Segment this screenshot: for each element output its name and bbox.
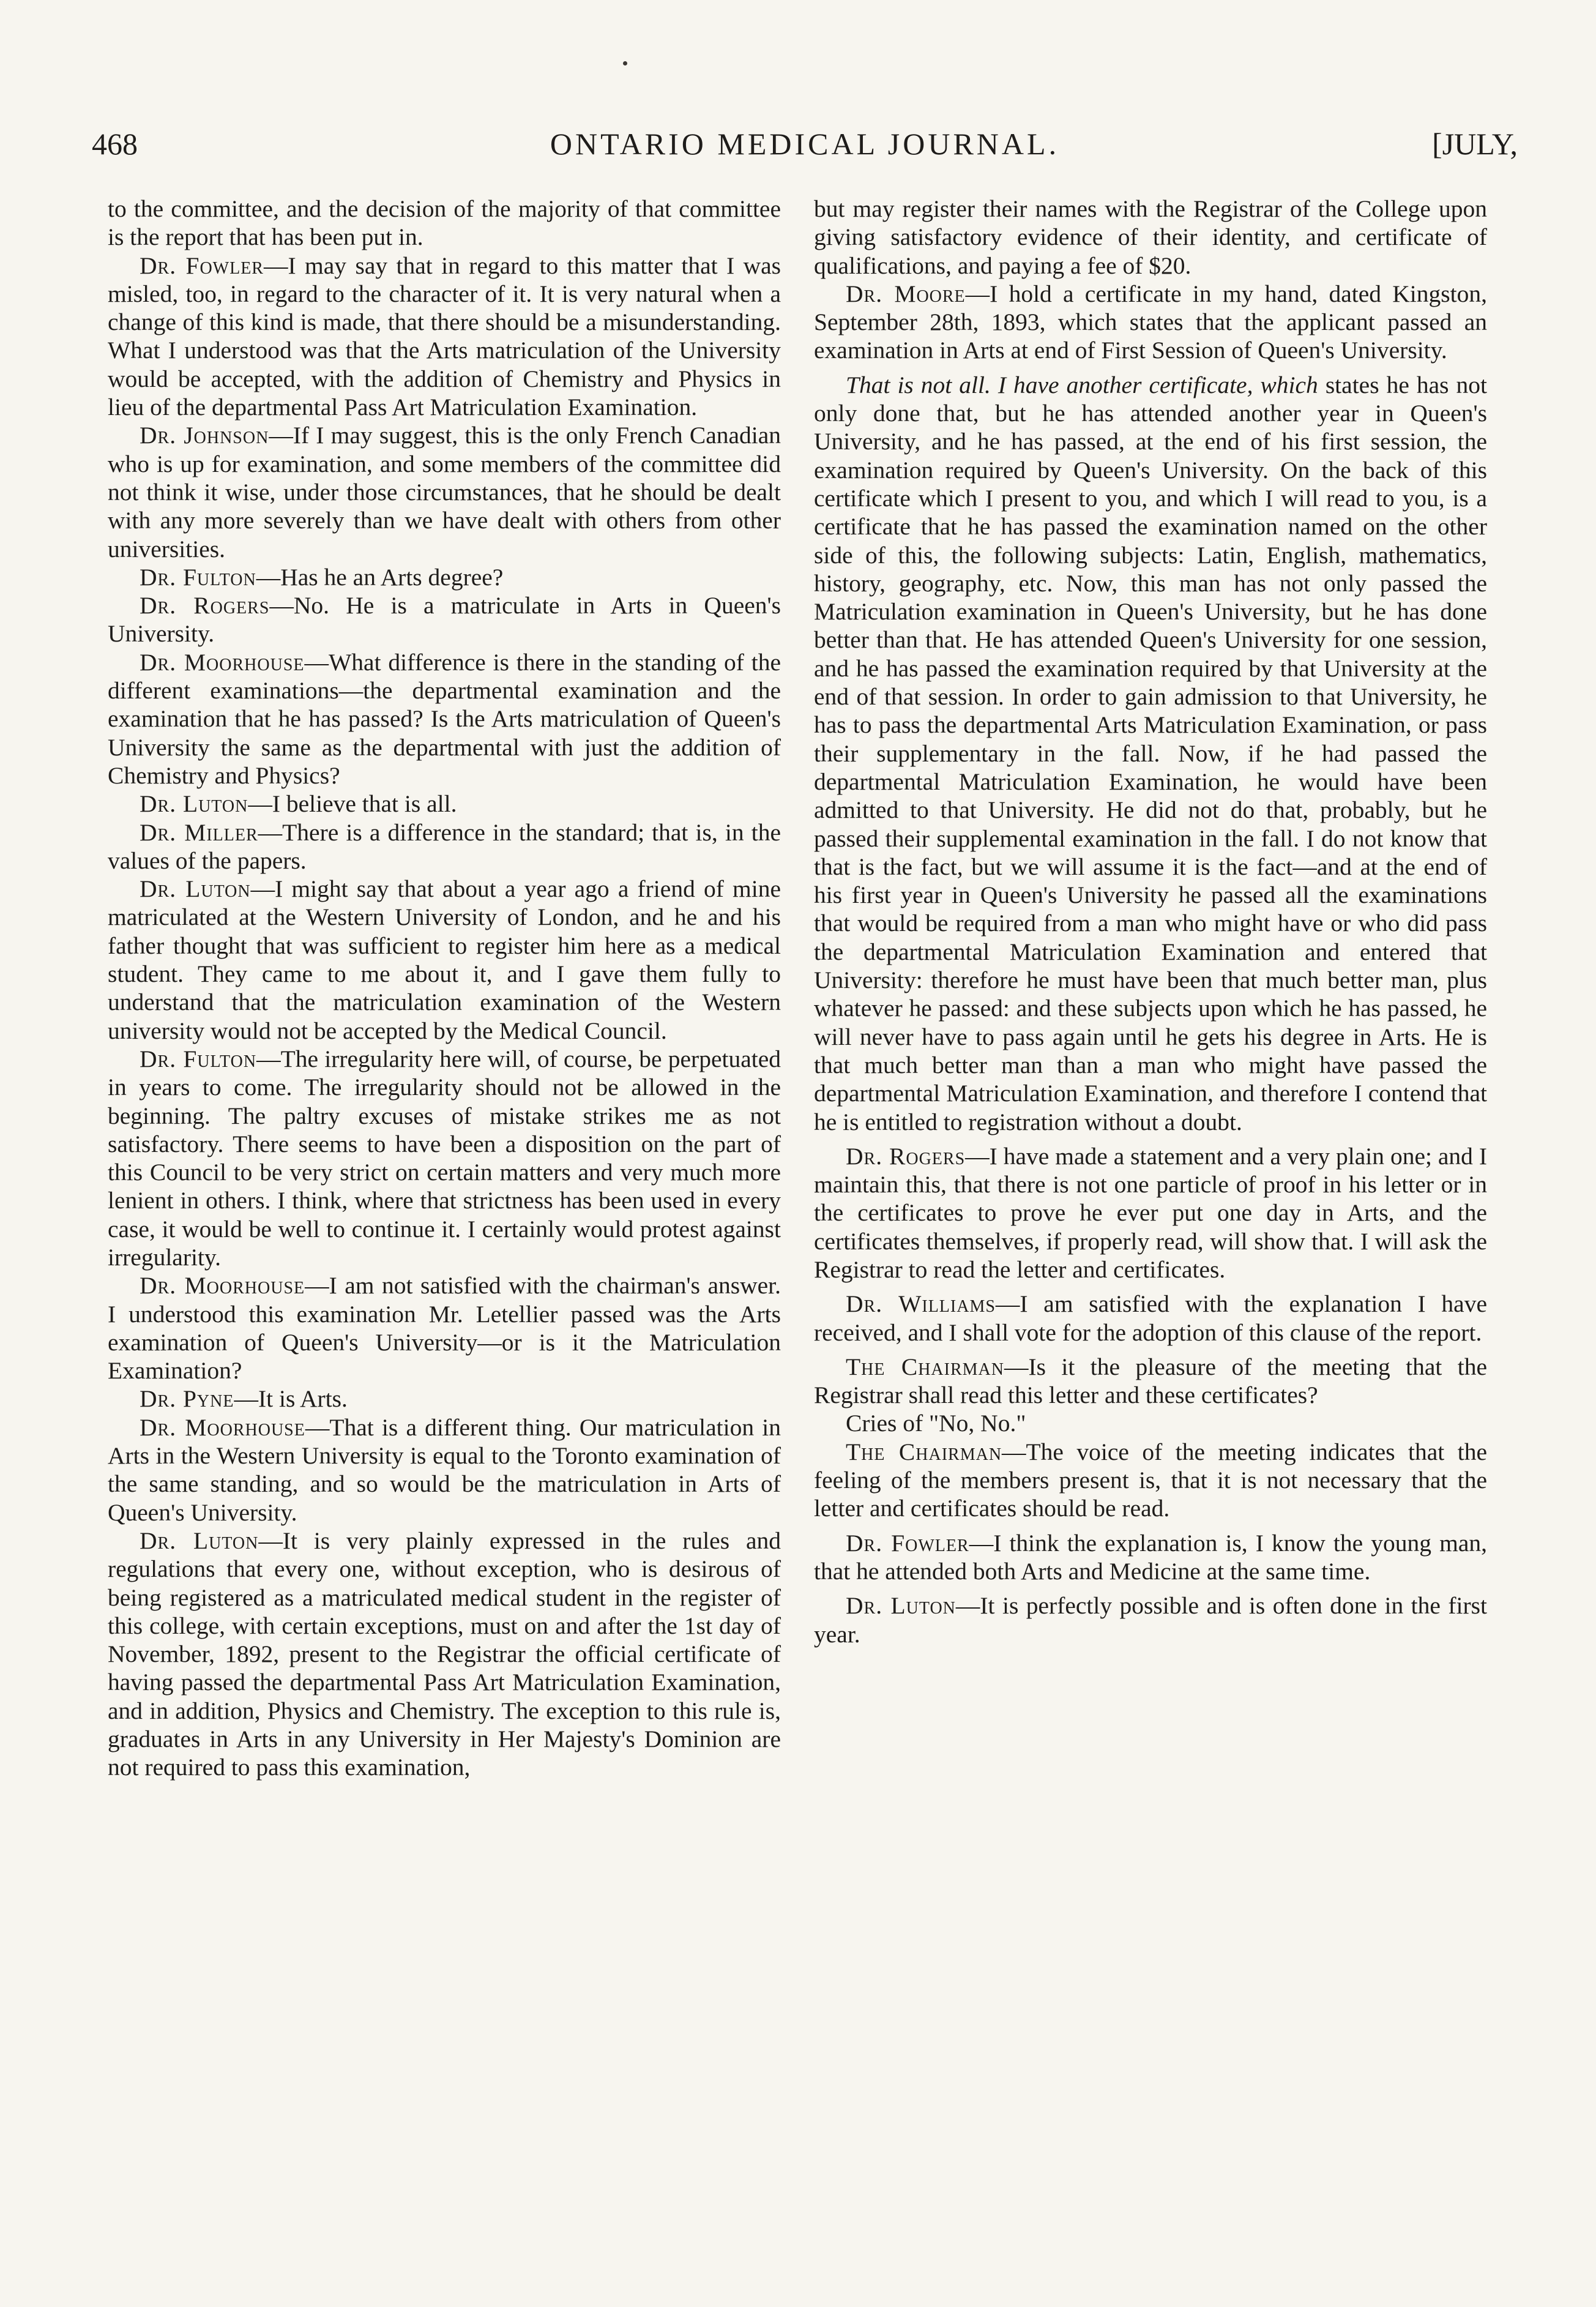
- speaker-name: Dr. Luton: [846, 1592, 956, 1620]
- speaker-name: Dr. Moorhouse: [140, 1413, 305, 1441]
- speaker-name: Dr. Miller: [140, 818, 258, 846]
- paragraph: Dr. Moore—I hold a certificate in my hand, dated Kingston, September 28th, 1893, which states that the applicant passed an examination in Arts at end of First Session of Queen's University.: [814, 280, 1488, 364]
- paragraph: Dr. Pyne—It is Arts.: [140, 1385, 348, 1413]
- paragraph: Dr. Fowler—I may say that in regard to this matter that I was misled, too, in regard to the character of it. It is very natural when a change of this kind is made, that there should be a misunderstanding. What I understood was that the Arts matriculation of the University would be accepted, with the addition of Chemistry and Physics in lieu of the departmental Pass Art Matriculation Examination.: [108, 252, 781, 421]
- paragraph: Dr. Fowler—I think the explanation is, I know the young man, that he attended both Arts and Medicine at the same time.: [814, 1529, 1488, 1585]
- paragraph: Dr. Rogers—No. He is a matriculate in Arts in Queen's University.: [108, 592, 781, 648]
- speaker-name: Dr. Luton: [140, 875, 251, 903]
- italic-lead: That is not all. I have another certificate, which: [846, 371, 1318, 398]
- paragraph: Dr. Luton—I might say that about a year ago a friend of mine matriculated at the Western University of London, and he and his father thought that was sufficient to register him here as a medical student. They came to me about it, and I gave them fully to understand that the matriculation examination of the Western university would not be accepted by the Medical Council.: [108, 875, 781, 1044]
- ink-speck: [623, 61, 627, 65]
- issue-month: [JULY,: [1432, 127, 1518, 161]
- paragraph: Dr. Rogers—I have made a statement and a very plain one; and I maintain this, that there is not one particle of proof in his letter or in the certificates to prove he ever put one day in Arts, and the certificates themselves, if properly read, will show that. I will ask the Registrar to read the letter and certificates.: [814, 1142, 1488, 1283]
- speaker-name: Dr. Rogers: [140, 592, 270, 619]
- paragraph: Dr. Fulton—Has he an Arts degree?: [140, 563, 504, 591]
- paragraph: Dr. Moorhouse—That is a different thing. Our matriculation in Arts in the Western University is equal to the Toronto examination of the same standing, and so would be the matriculation in Arts of Queen's University.: [108, 1413, 781, 1526]
- speaker-name: Dr. Luton: [140, 1527, 259, 1554]
- speaker-name: Dr. Rogers: [846, 1142, 966, 1170]
- speaker-name: Dr. Moorhouse: [140, 648, 305, 676]
- speaker-name: Dr. Williams: [846, 1290, 996, 1318]
- paragraph: Dr. Luton—It is perfectly possible and is often done in the first year.: [814, 1592, 1487, 1648]
- speaker-name: The Chairman: [846, 1438, 1002, 1465]
- paragraph: Cries of "No, No.": [846, 1410, 1026, 1437]
- paragraph: Dr. Fulton—The irregularity here will, of course, be perpetuated in years to come. The irregularity should not be allowed in the beginning. The paltry excuses of mistake strikes me as not satisfactory. There seems to have been a disposition on the part of this Council to be very strict on certain matters and very much more lenient in others. I think, where that strictness has been used in every case, it would be well to continue it. I certainly would protest against irregularity.: [108, 1045, 781, 1271]
- journal-title: ONTARIO MEDICAL JOURNAL.: [550, 127, 1060, 161]
- speaker-name: Dr. Moorhouse: [140, 1272, 305, 1299]
- speaker-name: Dr. Moore: [846, 280, 966, 307]
- paragraph: Dr. Luton—It is very plainly expressed in the rules and regulations that every one, without exception, who is desirous of being registered as a matriculated medical student in the register of this college, with certain exceptions, must on and after the 1st day of November, 1892, present to the Registrar the official certificate of having passed the departmental Pass Art Matriculation Examination, and in addition, Physics and Chemistry. The exception to this rule is, graduates in Arts in any University in Her Majesty's Dominion are not required to pass this examination,: [108, 1527, 781, 1781]
- speaker-name: Dr. Fulton: [140, 1045, 257, 1072]
- paragraph: The Chairman—The voice of the meeting indicates that the feeling of the members present is, that it is not necessary that the letter and certificates should be read.: [814, 1438, 1487, 1522]
- paragraph: Dr. Moorhouse—What difference is there in the standing of the different examinations—the departmental examination and the examination that he has passed? Is the Arts matriculation of Queen's University the same as the departmental with just the addition of Chemistry and Physics?: [108, 648, 781, 789]
- paragraph: Dr. Johnson—If I may suggest, this is the only French Canadian who is up for examination, and some members of the committee did not think it wise, under those circumstances, that he should be dealt with any more severely than we have dealt with others from other universities.: [108, 422, 781, 563]
- paragraph: Dr. Luton—I believe that is all.: [140, 790, 457, 818]
- speaker-name: Dr. Fowler: [140, 252, 264, 279]
- paragraph: to the committee, and the decision of the majority of that committee is the report that has been put in.: [108, 195, 781, 251]
- paragraph: Dr. Williams—I am satisfied with the explanation I have received, and I shall vote for the adoption of this clause of the report.: [814, 1290, 1487, 1346]
- paragraph: but may register their names with the Registrar of the College upon giving satisfactory evidence of their identity, and certificate of qualifications, and paying a fee of $20.: [814, 195, 1487, 279]
- right-column: [814, 195, 1487, 1648]
- paragraph: Dr. Miller—There is a difference in the standard; that is, in the values of the papers.: [108, 818, 781, 874]
- speaker-name: Dr. Fulton: [140, 563, 256, 591]
- speaker-name: Dr. Fowler: [846, 1529, 969, 1557]
- paragraph: Dr. Moorhouse—I am not satisfied with the chairman's answer. I understood this examination Mr. Letellier passed was the Arts examination of Queen's University—or is it the Matriculation Examination?: [108, 1272, 781, 1385]
- speaker-name: Dr. Pyne: [140, 1385, 234, 1413]
- left-column: [108, 195, 781, 1782]
- speaker-name: Dr. Johnson: [140, 422, 269, 449]
- paragraph: The Chairman—Is it the pleasure of the meeting that the Registrar shall read this letter and these certificates?: [814, 1353, 1488, 1409]
- page-number: 468: [92, 127, 138, 161]
- speaker-name: Dr. Luton: [140, 790, 248, 818]
- running-header: [92, 122, 1518, 165]
- paragraph: That is not all. I have another certificate, which states he has not only done that, but he has attended another year in Queen's University, and he has passed, at the end of his first session, the examination required by Queen's University. On the back of this certificate which I present to you, and which I will read to you, is a certificate that he has passed the examination named on the other side of this, the following subjects: Latin, English, mathematics, history, geography, etc. Now, this man has not only passed the Matriculation examination in Queen's University, but he has done better than that. He has attended Queen's University for one session, and he has passed the examination required by that University at the end of that session. In order to gain admission to that University, he has to pass the departmental Arts Matriculation Examination, or pass their supplementary in the fall. Now, if he had passed the departmental Matriculation Examination, he would have been admitted to that University. He did not do that, probably, but he passed their supplemental examination in the fall. I do not know that that is the fact, but we will assume it is the fact—and at the end of his first year in Queen's University he passed all the examinations that would be required from a man who might have or who did pass the departmental Matriculation Examination and entered that University: therefore he must have been that much better man, plus whatever he passed: and these subjects upon which he has passed, he will never have to pass again until he gets his degree in Arts. He is that much better man than a man who might have passed the departmental Matriculation Examination, and therefore I contend that he is entitled to registration without a doubt.: [814, 371, 1487, 1135]
- speaker-name: The Chairman: [846, 1353, 1004, 1380]
